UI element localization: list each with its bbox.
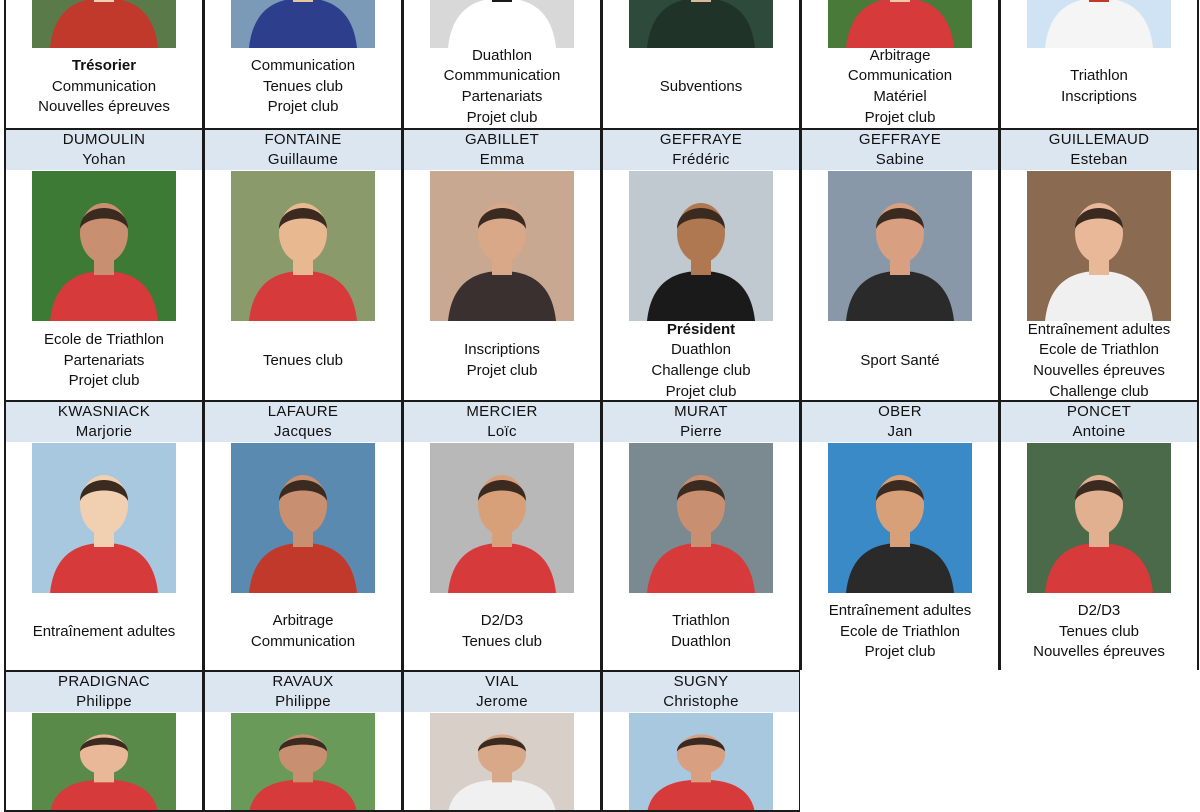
portrait-image	[430, 171, 574, 321]
member-card	[203, 0, 403, 130]
portrait-image	[629, 713, 773, 812]
member-last-name: SUGNY	[673, 673, 729, 690]
portrait-image	[1027, 443, 1171, 593]
member-card	[402, 128, 602, 402]
member-photo	[430, 713, 574, 812]
member-role: Commmunication	[443, 67, 561, 85]
member-role: Projet club	[665, 382, 737, 400]
member-first-name: Emma	[479, 151, 525, 168]
member-first-name: Loïc	[487, 423, 517, 440]
member-name-header	[6, 130, 202, 170]
member-photo	[32, 713, 176, 812]
member-card	[999, 0, 1199, 130]
member-name-header	[802, 130, 998, 170]
member-role: Projet club	[864, 643, 936, 661]
member-photo	[430, 171, 574, 321]
member-first-name: Philippe	[275, 693, 331, 710]
members-table	[4, 0, 1200, 810]
portrait-image	[430, 443, 574, 593]
member-name-header	[205, 402, 401, 442]
portrait-image	[828, 443, 972, 593]
member-card	[402, 0, 602, 130]
member-role: Nouvelles épreuves	[1033, 362, 1165, 379]
member-role: Projet club	[68, 372, 140, 390]
member-role: Matériel	[873, 88, 927, 105]
member-name-header	[6, 672, 202, 712]
member-role: Sport Santé	[860, 351, 940, 369]
member-first-name: Marjorie	[75, 423, 133, 440]
member-role: Partenariats	[461, 88, 543, 105]
member-name-header	[1001, 130, 1197, 170]
member-last-name: FONTAINE	[264, 131, 342, 148]
member-role: Challenge club	[651, 362, 751, 379]
member-role: Ecole de Triathlon	[1038, 341, 1160, 359]
member-card	[601, 400, 801, 672]
member-photo	[231, 443, 375, 593]
portrait-image	[629, 171, 773, 321]
member-roles	[205, 594, 401, 670]
portrait-image	[629, 0, 773, 48]
member-card	[601, 0, 801, 130]
member-first-name: Philippe	[76, 693, 132, 710]
member-role: Communication	[250, 633, 356, 650]
member-roles	[802, 322, 998, 400]
member-roles	[1001, 594, 1197, 670]
portrait-image	[32, 171, 176, 321]
member-photo	[231, 713, 375, 812]
member-roles	[404, 46, 600, 128]
member-photo	[828, 443, 972, 593]
member-photo	[231, 171, 375, 321]
empty-cell	[999, 670, 1199, 812]
member-last-name: LAFAURE	[267, 403, 339, 420]
member-first-name: Jan	[887, 423, 913, 440]
portrait-image	[231, 171, 375, 321]
member-roles	[603, 594, 799, 670]
member-card	[999, 128, 1199, 402]
member-role: Ecole de Triathlon	[839, 622, 961, 640]
member-photo	[828, 171, 972, 321]
member-card	[203, 400, 403, 672]
portrait-image	[32, 0, 176, 48]
member-role: Nouvelles épreuves	[1033, 643, 1165, 661]
member-photo	[32, 0, 176, 48]
member-role: D2/D3	[1077, 602, 1121, 620]
member-role: Tenues club	[262, 351, 344, 369]
member-role: Entraînement adultes	[32, 622, 176, 640]
member-last-name: KWASNIACK	[57, 403, 151, 420]
member-photo	[629, 713, 773, 812]
member-role: Challenge club	[1049, 382, 1149, 400]
member-roles	[205, 322, 401, 400]
member-card	[999, 400, 1199, 672]
member-last-name: OBER	[878, 403, 922, 420]
member-card	[800, 0, 1000, 130]
portrait-image	[32, 443, 176, 593]
member-card	[203, 670, 403, 812]
member-role: Projet club	[267, 98, 339, 116]
member-name-header	[603, 402, 799, 442]
member-photo	[629, 171, 773, 321]
member-card	[402, 400, 602, 672]
member-first-name: Christophe	[663, 693, 739, 710]
member-role: Inscriptions	[1061, 88, 1137, 105]
member-role: Entraînement adultes	[1027, 320, 1171, 338]
member-name-header	[802, 402, 998, 442]
member-first-name: Jacques	[274, 423, 332, 440]
member-card	[800, 400, 1000, 672]
member-role: Communication	[51, 77, 157, 95]
member-last-name: MURAT	[674, 403, 728, 420]
member-first-name: Frédéric	[672, 151, 730, 168]
member-last-name: GEFFRAYE	[858, 131, 942, 148]
member-role: Duathlon	[670, 633, 732, 650]
member-role: Nouvelles épreuves	[38, 98, 170, 116]
member-first-name: Pierre	[680, 423, 722, 440]
member-last-name: PRADIGNAC	[58, 673, 150, 690]
member-role: Tenues club	[1058, 622, 1140, 640]
member-photo	[430, 0, 574, 48]
member-first-name: Jerome	[476, 693, 528, 710]
member-role: Projet club	[466, 362, 538, 379]
member-photo	[32, 171, 176, 321]
member-role: Partenariats	[63, 351, 145, 369]
member-role: Duathlon	[670, 341, 732, 359]
member-role: Triathlon	[1070, 67, 1128, 85]
member-name-header	[603, 672, 799, 712]
member-last-name: DUMOULIN	[62, 131, 146, 148]
member-role: Projet club	[864, 108, 936, 126]
member-role: Président	[666, 320, 736, 338]
member-role: Arbitrage	[272, 612, 334, 630]
portrait-image	[629, 443, 773, 593]
member-roles	[404, 594, 600, 670]
member-role: Inscriptions	[464, 341, 540, 359]
member-card	[601, 128, 801, 402]
member-roles	[802, 594, 998, 670]
member-first-name: Antoine	[1072, 423, 1126, 440]
member-card	[4, 128, 204, 402]
member-role: Communication	[250, 57, 356, 75]
member-photo	[231, 0, 375, 48]
member-photo	[1027, 171, 1171, 321]
portrait-image	[828, 0, 972, 48]
portrait-image	[1027, 171, 1171, 321]
member-roles	[404, 322, 600, 400]
member-last-name: GABILLET	[464, 131, 540, 148]
member-role: Arbitrage	[869, 46, 931, 64]
member-photo	[1027, 443, 1171, 593]
member-last-name: VIAL	[485, 673, 519, 690]
member-photo	[1027, 0, 1171, 48]
member-role: Projet club	[466, 108, 538, 126]
member-name-header	[205, 672, 401, 712]
member-name-header	[603, 130, 799, 170]
member-card	[800, 128, 1000, 402]
member-name-header	[404, 672, 600, 712]
member-name-header	[404, 402, 600, 442]
portrait-image	[430, 0, 574, 48]
portrait-image	[430, 713, 574, 812]
member-role: Tenues club	[461, 633, 543, 650]
member-role: Communication	[847, 67, 953, 85]
member-photo	[430, 443, 574, 593]
member-last-name: RAVAUX	[272, 673, 334, 690]
member-role: Tenues club	[262, 77, 344, 95]
member-first-name: Sabine	[875, 151, 925, 168]
member-card	[4, 400, 204, 672]
portrait-image	[1027, 0, 1171, 48]
member-roles	[1001, 46, 1197, 128]
member-card	[601, 670, 801, 812]
member-roles	[205, 46, 401, 128]
member-role: Duathlon	[471, 46, 533, 64]
member-last-name: GEFFRAYE	[659, 131, 743, 148]
member-photo	[828, 0, 972, 48]
member-name-header	[205, 130, 401, 170]
member-photo	[629, 0, 773, 48]
portrait-image	[828, 171, 972, 321]
member-roles	[6, 322, 202, 400]
portrait-image	[231, 0, 375, 48]
member-card	[4, 0, 204, 130]
member-first-name: Esteban	[1070, 151, 1128, 168]
member-role: Entraînement adultes	[828, 602, 972, 620]
portrait-image	[32, 713, 176, 812]
member-roles	[6, 46, 202, 128]
member-card	[4, 670, 204, 812]
empty-cell	[800, 670, 1000, 812]
member-role: D2/D3	[480, 612, 524, 630]
member-roles	[6, 594, 202, 670]
member-last-name: MERCIER	[466, 403, 538, 420]
member-card	[203, 128, 403, 402]
member-card	[402, 670, 602, 812]
portrait-image	[231, 443, 375, 593]
member-role: Triathlon	[672, 612, 730, 630]
member-role: Subventions	[659, 77, 743, 95]
member-photo	[32, 443, 176, 593]
member-roles	[603, 46, 799, 128]
member-name-header	[1001, 402, 1197, 442]
member-role: Trésorier	[71, 57, 137, 75]
member-roles	[802, 46, 998, 128]
member-first-name: Yohan	[82, 151, 126, 168]
member-first-name: Guillaume	[267, 151, 339, 168]
portrait-image	[231, 713, 375, 812]
member-roles	[1001, 322, 1197, 400]
member-last-name: PONCET	[1066, 403, 1132, 420]
member-name-header	[404, 130, 600, 170]
member-roles	[603, 322, 799, 400]
member-last-name: GUILLEMAUD	[1048, 131, 1150, 148]
member-photo	[629, 443, 773, 593]
member-role: Ecole de Triathlon	[43, 331, 165, 349]
member-name-header	[6, 402, 202, 442]
